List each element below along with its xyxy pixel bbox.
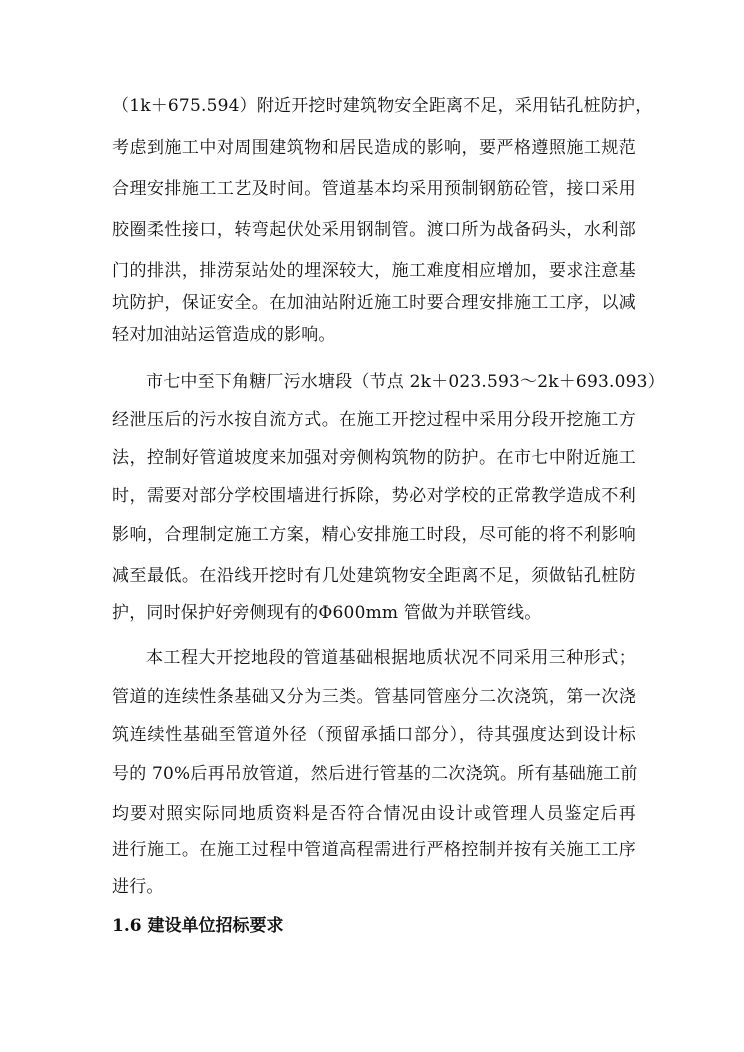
section-heading: 1.6 建设单位招标要求 bbox=[112, 916, 284, 936]
text-line: 考虑到施工中对周围建筑物和居民造成的影响，要严格遵照施工规范 bbox=[112, 138, 636, 158]
text-line: 管道的连续性条基础又分为三类。管基同管座分二次浇筑，第一次浇 bbox=[112, 687, 636, 707]
text-line: 影响，合理制定施工方案，精心安排施工时段，尽可能的将不利影响 bbox=[112, 525, 636, 545]
text-line: 市七中至下角糖厂污水塘段（节点 2k＋023.593～2k＋693.093） bbox=[146, 372, 665, 392]
text-line: 护，同时保护好旁侧现有的Φ600mm 管做为并联管线。 bbox=[112, 603, 542, 623]
text-line: 进行。 bbox=[112, 877, 164, 897]
text-line: （1k＋675.594）附近开挖时建筑物安全距离不足，采用钻孔桩防护， bbox=[112, 96, 653, 116]
text-line: 本工程大开挖地段的管道基础根据地质状况不同采用三种形式； bbox=[146, 648, 636, 668]
text-line: 轻对加油站运管造成的影响。 bbox=[112, 325, 336, 345]
text-line: 坑防护，保证安全。在加油站附近施工时要合理安排施工工序，以减 bbox=[112, 293, 636, 313]
text-line: 筑连续性基础至管道外径（预留承插口部分），待其强度达到设计标 bbox=[112, 725, 636, 745]
text-line: 号的 70%后再吊放管道，然后进行管基的二次浇筑。所有基础施工前 bbox=[112, 764, 638, 784]
text-line: 门的排洪，排涝泵站处的埋深较大，施工难度相应增加，要求注意基 bbox=[112, 261, 636, 281]
text-line: 胶圈柔性接口，转弯起伏处采用钢制管。渡口所为战备码头，水利部 bbox=[112, 220, 636, 240]
text-line: 减至最低。在沿线开挖时有几处建筑物安全距离不足，须做钻孔桩防 bbox=[112, 566, 636, 586]
text-line: 经泄压后的污水按自流方式。在施工开挖过程中采用分段开挖施工方 bbox=[112, 410, 636, 430]
text-line: 时，需要对部分学校围墙进行拆除，势必对学校的正常教学造成不利 bbox=[112, 486, 636, 506]
text-line: 进行施工。在施工过程中管道高程需进行严格控制并按有关施工工序 bbox=[112, 840, 636, 860]
text-line: 法，控制好管道坡度来加强对旁侧构筑物的防护。在市七中附近施工 bbox=[112, 448, 636, 468]
text-line: 均要对照实际同地质资料是否符合情况由设计或管理人员鉴定后再 bbox=[112, 804, 636, 824]
text-line: 合理安排施工工艺及时间。管道基本均采用预制钢筋砼管，接口采用 bbox=[112, 179, 636, 199]
